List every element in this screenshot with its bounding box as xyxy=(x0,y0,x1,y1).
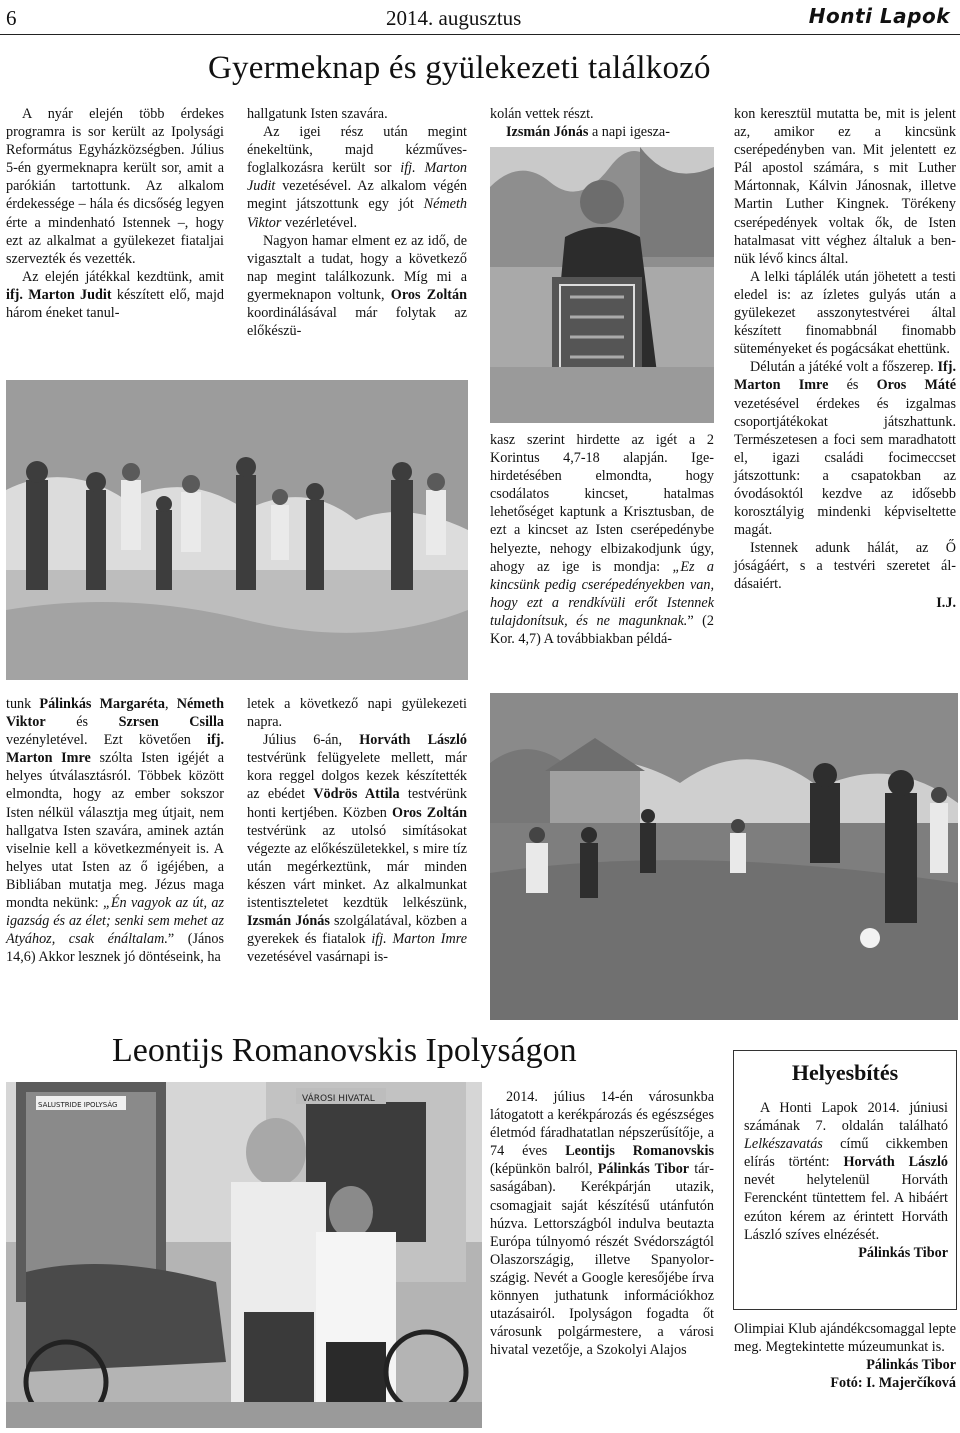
masthead: Honti Lapok xyxy=(808,4,950,28)
article1-col3-top xyxy=(490,105,714,141)
article2-continuation xyxy=(734,1320,956,1392)
paragraph: Délután a játéké volt a főszerep. Ifj. Marton Imre és Oros Máté vezetésével érdekes és izgalmas csoportjátékokat játszhattunk. Természetesen a foci sem maradhatott el, igazi családi focimeccset játszottunk: a csapatokban az óvodásoktól kezdve az idősebb korosztályig mindenki képviseltette magát. xyxy=(734,359,956,539)
paragraph: kon keresztül mutatta be, mit is jelent az, amikor ez a kincsünk cserépedényben van. Mit jelentett ez Pál apostol számára, s mit Luther Mártonnak, Kálvin Jánosnak, illetve Martin Luther Kingnek. Törékeny cserépedények voltak ők, de Isten hatalmasat vitt véghez általuk a bennük lévő kincs által. xyxy=(734,106,956,267)
paragraph: Nagyon hamar elment ez az idő, de vigasztalt a tudat, hogy a következő nap megint találkozunk. Míg mi a gyermeknapon voltunk, Oros Zoltán koordinálásával már folytak az előkészü- xyxy=(247,232,467,340)
article-title-gyermeknap: Gyermeknap és gyülekezeti találkozó xyxy=(208,50,711,86)
article1-col2-top xyxy=(247,105,467,340)
paragraph: Istennek adunk hálát, az Ő jóságáért, s a testvéri szeretet áldásaiért. xyxy=(734,540,956,593)
article1-col2-bottom xyxy=(247,695,467,966)
corrections-title: Helyesbítés xyxy=(791,1060,899,1085)
article1-col1-top xyxy=(6,105,224,322)
paragraph: kasz szerint hirdette az igét a 2 Korintus 4,7-18 alapján. Igehirdetésében elmondta, hogy csodálatos kincset, hatalmas lehetőséget kaptunk a Krisztusban, de ezt a kincset az Isten cserépedénybe helyezte, nehogy elbizakodjunk úgy, ahogy az ige is mondja: „Ez a kincsünk pedig cserépedényekben van, hogy ezt a rendkívüli erőt Istennek tulajdonítsuk, és ne magunknak.” (2 Kor. 4,7) A továbbiakban példá- xyxy=(490,432,715,648)
sign-text-right: VÁROSI HIVATAL xyxy=(302,1094,375,1104)
sign-text-left: SALUSTRIDE IPOLYSÁG xyxy=(38,1101,118,1109)
paragraph: Július 6-án, Horváth László testvérünk felügyelete mellett, már kora reggel dolgos kezek készítették az ebédet Vödrös Attila testvérünk honti kertjében. Közben Oros Zoltán testvérünk az utolsó simításokat végezte az előkészületekkel, s mire tíz után megérkeztünk, már minden készen várt minket. Az alkalmunkat istentiszteletet kezdtük lelkészünk, Izsmán Jónás szolgálatával, közben a gyerekek és fiatalok ifj. Marton Imre vezetésével vasárnapi is- xyxy=(247,732,468,966)
paragraph: Az igei rész után megint énekeltünk, majd kézművesfoglalkozásra került sor ifj. Marton Judit vezetésével. Az alkalom végén megint játszottunk egy jót Németh Viktor vezérletével. xyxy=(247,124,468,231)
photo-children-playing xyxy=(6,380,468,680)
paragraph: Olimpiai Klub ajándékcsomaggal lepte meg. Megtekintette múzeumunkat is. xyxy=(734,1321,956,1356)
paragraph: Az elején játékkal kezdtünk, amit ifj. Marton Judit készített elő, majd három éneket tanul- xyxy=(6,268,224,322)
signature: Pálinkás Tibor xyxy=(866,1357,956,1374)
issue-date: 2014. augusztus xyxy=(386,6,522,30)
page-number: 6 xyxy=(6,6,17,30)
paragraph: A nyár elején több érdekes programra is sor került az Ipolysági Református Egyházközségben. Július 5-én gyermeknapra került sor, amit a parókián tartottunk. Az alkalom érdekessége – hála és dicsőség legyen érte a mindenható Istennek –, hogy ezt az alkalmat a gyülekezet fiataljai szervezték és vezették. xyxy=(6,106,224,267)
paragraph: tunk Pálinkás Margaréta, Németh Viktor és Szrsen Csilla vezényletével. Ezt követően ifj. Marton Imre szólta Isten igéjét a helyes útválasztásról. Többek között elmondta, hogy az ember sokszor Isten nélkül választja meg útjait, nem hallgatva Isten szavára, aminek aztán viselnie kell a következményeit is. A helyes utat Isten az ő igéjében, a Bibliában mutatja meg. Jézus maga mondta nekünk: „Én vagyok az út, az igazság és az élet; senki sem mehet az Atyához, csak énáltalam.” (János 14,6) Akkor lesznek jó döntéseink, ha xyxy=(6,696,224,966)
article1-col1-bottom xyxy=(6,695,224,966)
corrections-text xyxy=(744,1099,948,1262)
paragraph: 2014. július 14-én városunkba látogatott a kerékpározás és egészséges életmód fáradhatatlan népszerűsítője, a 74 éves Leontijs Romanovskis (képünkön balról, Pálinkás Tibor társaságában). Kerékpárján utazik, csomagjait saját készítésű utánfutón húzva. Lettországból indulva beutazta Európa túlnyomó részét Svédországtól Olaszországig, illetve Spanyolországig. Nevét a Google keresőjébe írva könnyen juthatunk információkhoz utazásairól. Ipolyságon fogadta őt városunk polgármestere, a városi hivatal vezetője, a Szokolyi Alajos xyxy=(490,1089,714,1359)
corrections-signature: Pálinkás Tibor xyxy=(858,1244,948,1261)
article-title-leontijs: Leontijs Romanovskis Ipolyságon xyxy=(112,1032,577,1069)
paragraph: Izsmán Jónás a napi igesza- xyxy=(506,124,670,141)
paragraph: A lelki táplálék után jöhetett a testi eledel is: az ízletes gulyás után a gyülekezet asszonytestvérei által készített finomabbnál finomabb süteményeket és pogácsákat ehettünk. xyxy=(734,268,956,358)
photo-pastor-preaching xyxy=(490,147,714,423)
paragraph: hallgatunk Isten szavára. xyxy=(247,106,388,122)
author-signature: I.J. xyxy=(936,594,956,611)
header-rule xyxy=(0,34,960,35)
paragraph: letek a következő napi gyülekezeti napra. xyxy=(247,696,467,731)
article2-text xyxy=(490,1088,714,1359)
article1-col4 xyxy=(734,105,956,612)
paragraph: kolán vettek részt. xyxy=(490,106,594,122)
photo-family-football xyxy=(490,693,958,1020)
article1-col3-bottom xyxy=(490,431,714,648)
photo-leontijs-romanovskis xyxy=(6,1082,482,1428)
paragraph: A Honti Lapok 2014. júniusi számának 7. oldalán található Lelkészavatás című cikkemben elírás történt: Horváth László nevét helytelenül Horváth Ferencként tüntettem fel. A hibáért ezúton kérem az érintett Horváth László szíves elnézését. xyxy=(744,1100,949,1243)
photo-credit: Fotó: I. Majerčíková xyxy=(830,1375,956,1392)
